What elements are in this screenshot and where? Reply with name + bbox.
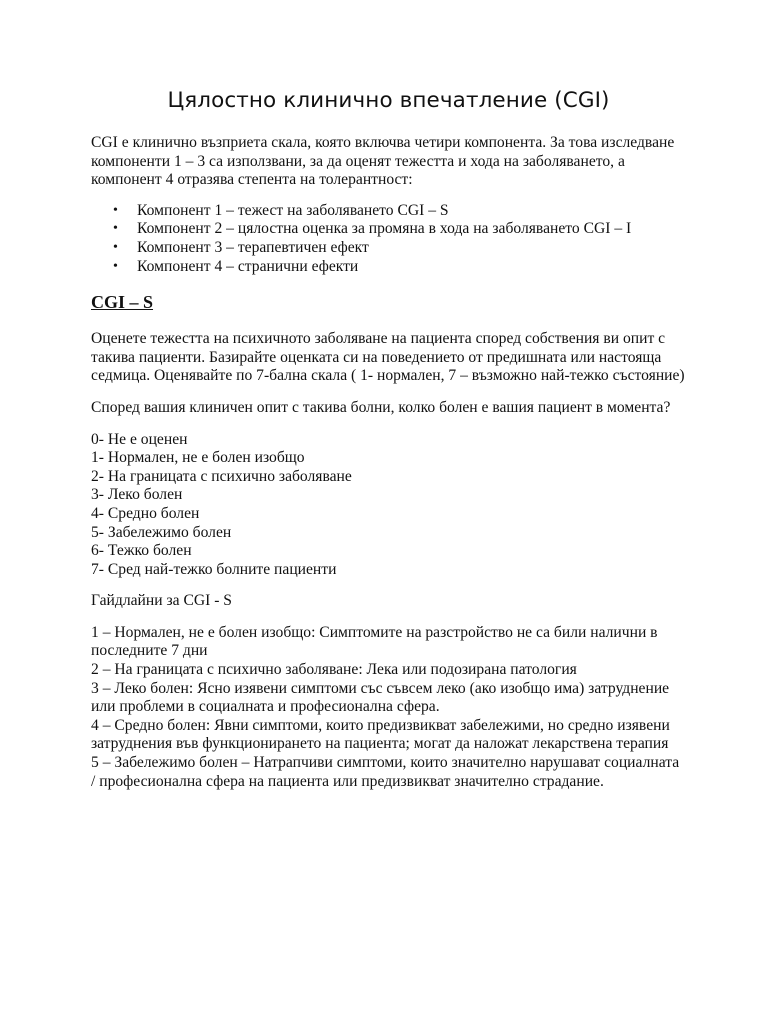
guideline-item: 3 – Леко болен: Ясно изявени симптоми със съвсем леко (ако изобщо има) затруднение или проблеми в социалната и професионална сфера. (91, 679, 670, 716)
rating-scale (91, 431, 686, 580)
scale-item: 0- Не е оценен (91, 430, 188, 448)
scale-item: 6- Тежко болен (91, 542, 192, 560)
guidelines-heading: Гайдлайни за CGI - S (91, 592, 232, 610)
scale-item: 5- Забележимо болен (91, 523, 232, 541)
document-page (91, 86, 686, 791)
scale-item: 7- Сред най-тежко болните пациенти (91, 560, 337, 578)
guideline-item: 4 – Средно болен: Явни симптоми, които предизвикват забележими, но средно изявени затруднения във функционирането на пациента; могат да наложат лекарствена терапия (91, 716, 670, 753)
list-item: • Компонент 2 – цялостна оценка за промяна в хода на заболяването CGI – I (137, 220, 686, 239)
scale-item: 3- Леко болен (91, 486, 183, 504)
intro-paragraph: CGI е клинично възприета скала, която включва четири компонента. За това изследване компоненти 1 – 3 са използвани, за да оценят тежестта и хода на заболяването, а компонент 4 отразява степента на толерантност: (91, 134, 675, 189)
list-item: • Компонент 1 – тежест на заболяването CGI – S (137, 202, 686, 221)
scale-item: 1- Нормален, не е болен изобщо (91, 449, 305, 467)
list-item: • Компонент 3 – терапевтичен ефект (137, 239, 686, 258)
section-heading-cgi-s: CGI – S (91, 292, 154, 313)
scale-item: 4- Средно болен (91, 504, 200, 522)
instructions-paragraph: Оценете тежестта на психичното заболяване на пациента според собствения ви опит с такива пациенти. Базирайте оценката си на поведението от предишната или настояща седмица. Оценявайте по 7-бална скала ( 1- нормален, 7 – възможно най-тежко състояние) (91, 330, 685, 385)
scale-item: 2- На границата с психично заболяване (91, 467, 352, 485)
guideline-item: 5 – Забележимо болен – Натрапчиви симптоми, които значително нарушават социалната / професионална сфера на пациента или предизвикват значително страдание. (91, 754, 680, 790)
components-list (91, 202, 686, 276)
guidelines-list (91, 624, 686, 791)
document-title: Цялостно клинично впечатление (CGI) (167, 88, 610, 113)
list-item: • Компонент 4 – странични ефекти (137, 258, 686, 277)
guideline-item: 2 – На границата с психично заболяване: Лека или подозирана патология (91, 661, 577, 679)
question-paragraph: Според вашия клиничен опит с такива болни, колко болен е вашия пациент в момента? (91, 398, 671, 416)
guideline-item: 1 – Нормален, не е болен изобщо: Симптомите на разстройство не са били налични в последните 7 дни (91, 623, 658, 660)
